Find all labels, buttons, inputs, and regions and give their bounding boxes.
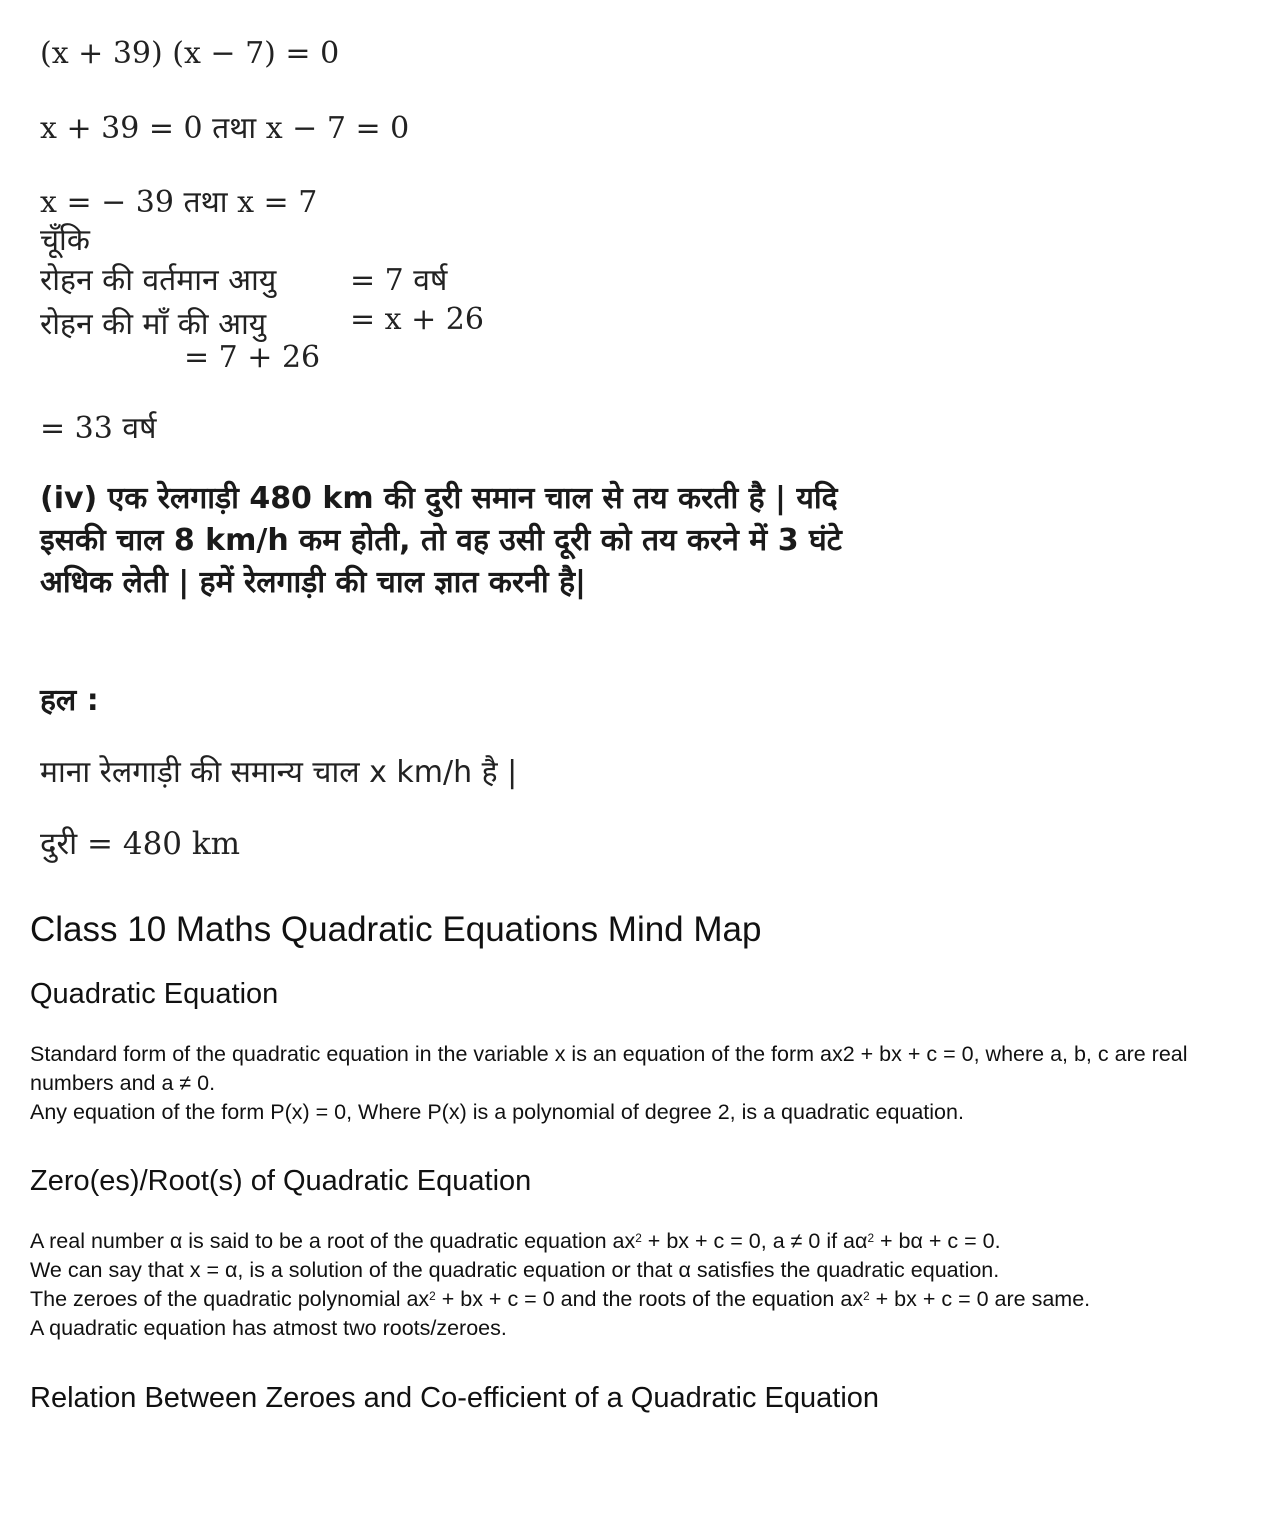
- distance-line: दुरी = 480 km: [40, 826, 241, 862]
- zeroes-roots-same-line: The zeroes of the quadratic polynomial $ax^2$ + bx + c = 0 and the roots of the equation $ax^2$ + bx + c = 0 are same.: [30, 1287, 1091, 1311]
- mother-age-substitution: = 7 + 26: [184, 340, 321, 375]
- section-quadratic-equation-body: [30, 1040, 1270, 1127]
- rohan-age-value: = 7 वर्ष: [350, 263, 448, 298]
- mother-age-result: = 33 वर्ष: [40, 411, 157, 446]
- page-title: Class 10 Maths Quadratic Equations Mind Map: [30, 910, 762, 949]
- equation-cases: x + 39 = 0 तथा x − 7 = 0: [40, 111, 410, 146]
- root-definition-line: A real number α is said to be a root of the quadratic equation $ax^2$ + bx + c = 0, a ≠ 0 if $a\alpha^2 + b\alpha + c = 0$.: [30, 1229, 1001, 1253]
- rohan-age-line: [40, 258, 448, 299]
- equation-factored: (x + 39) (x − 7) = 0: [40, 36, 340, 71]
- polynomial-degree-paragraph: Any equation of the form P(x) = 0, Where P(x) is a polynomial of degree 2, is a quadratic equation.: [30, 1100, 964, 1124]
- problem-iv-statement: (iv) एक रेलगाड़ी 480 km की दुरी समान चाल से तय करती है | यदि इसकी चाल 8 km/h कम होती, तो वह उसी दूरी को तय करने में 3 घंटे अधिक लेती | हमें रेलगाड़ी की चाल ज्ञात करनी है|: [40, 481, 842, 600]
- standard-form-paragraph: Standard form of the quadratic equation in the variable x is an equation of the form ax2 + bx + c = 0, where a, b, c are real numbers and a ≠ 0.: [30, 1042, 1188, 1095]
- section-roots-body: [30, 1227, 1270, 1343]
- since-word: चूँकि: [40, 223, 90, 258]
- rohan-age-label: रोहन की वर्तमान आयु: [40, 263, 277, 298]
- mother-age-label: रोहन की माँ की आयु: [40, 307, 267, 342]
- equation-roots: x = − 39 तथा x = 7: [40, 185, 318, 220]
- atmost-two-roots-line: A quadratic equation has atmost two roots/zeroes.: [30, 1316, 507, 1340]
- section-heading-relation-zeroes-coefficients: Relation Between Zeroes and Co-efficient of a Quadratic Equation: [30, 1382, 880, 1414]
- solution-statement-line: We can say that x = α, is a solution of the quadratic equation or that α satisfies the quadratic equation.: [30, 1258, 1000, 1282]
- section-heading-roots: Zero(es)/Root(s) of Quadratic Equation: [30, 1165, 532, 1197]
- mother-age-line: [40, 302, 484, 343]
- section-heading-quadratic-equation: Quadratic Equation: [30, 978, 279, 1010]
- mother-age-value: = x + 26: [350, 302, 484, 337]
- solution-heading: हल :: [40, 683, 99, 718]
- assumption-line: माना रेलगाड़ी की समान्य चाल x km/h है |: [40, 755, 518, 790]
